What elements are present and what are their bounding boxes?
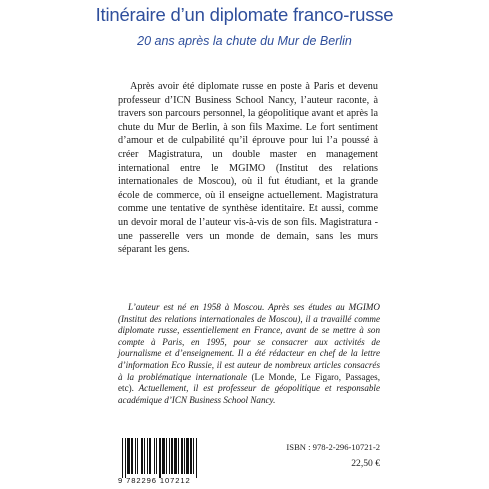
barcode-bar	[122, 438, 123, 478]
barcode-bar	[169, 438, 170, 474]
barcode-bar	[149, 438, 151, 474]
barcode-bar	[159, 438, 161, 478]
barcode-bar	[178, 438, 179, 474]
isbn-number: ISBN : 978-2-296-10721-2	[286, 442, 380, 452]
barcode-bar	[186, 438, 189, 474]
barcode-bar	[174, 438, 177, 474]
barcode-bar	[190, 438, 192, 474]
barcode-bar	[135, 438, 136, 474]
book-subtitle: 20 ans après la chute du Mur de Berlin	[137, 34, 352, 48]
barcode-bar	[196, 438, 197, 478]
barcode-bar	[125, 438, 126, 478]
barcode-bar	[171, 438, 173, 474]
book-title: Itinéraire d’un diplomate franco-russe	[95, 4, 394, 25]
author-bio-part1: L’auteur est né en 1958 à Moscou. Après ses études au MGIMO (Institut des relations internationales de Moscou), il a travaillé comme diplomate russe, essentiellement en France, avant de se mettre à son compte à Paris, en 1995, pour se consacrer aux activités de journalisme et d’enseignement. Il a été rédacteur en chef de la lettre d’information Eco Russie, il est auteur de nombreux articles consacrés à la problématique internationale	[118, 302, 380, 382]
author-bio-publications: (Le Monde, Le Figaro, Passages, etc).	[118, 371, 380, 394]
barcode-bar	[181, 438, 183, 474]
barcode-bar	[184, 438, 185, 474]
barcode-bar	[154, 438, 155, 474]
barcode-bar	[147, 438, 148, 474]
barcode-bar	[131, 438, 133, 474]
barcode-digits: 9 782296 107212	[118, 476, 191, 485]
barcode-bar	[193, 438, 194, 474]
barcode-graphic	[118, 438, 228, 478]
author-bio	[118, 302, 380, 406]
book-blurb: Après avoir été diplomate russe en poste à Paris et devenu professeur d’ICN Business School Nancy, l’auteur raconte, à travers son parcours personnel, la géopolitique avant et après la chute du Mur de Berlin, à son fils Maxime. Le fort sentiment d’amour et de culpabilité qu’il éprouve pour lui l’a poussé à créer Magistratura, un double master en management international entre le MGIMO (Institut des relations internationales de Moscou), où il fut étudiant, et la grande école de commerce, où il enseigne actuellement. Magistratura comme une tentative de synthèse identitaire. Et aussi, comme un devoir moral de l’auteur vis-à-vis de son fils. Magistratura - une passerelle vers un monde de demain, sans les murs séparant les gens.	[118, 81, 378, 256]
barcode-bar	[141, 438, 143, 474]
book-price: 22,50 €	[351, 458, 380, 469]
barcode-bar	[166, 438, 167, 474]
author-bio-part2: Actuellement, il est professeur de géopolitique et responsable académique d’ICN Business School Nancy.	[118, 383, 380, 405]
barcode-bar	[137, 438, 138, 474]
barcode-bar	[156, 438, 157, 474]
barcode-bar	[144, 438, 145, 474]
barcode-bar	[162, 438, 165, 474]
barcode-bar	[127, 438, 130, 474]
